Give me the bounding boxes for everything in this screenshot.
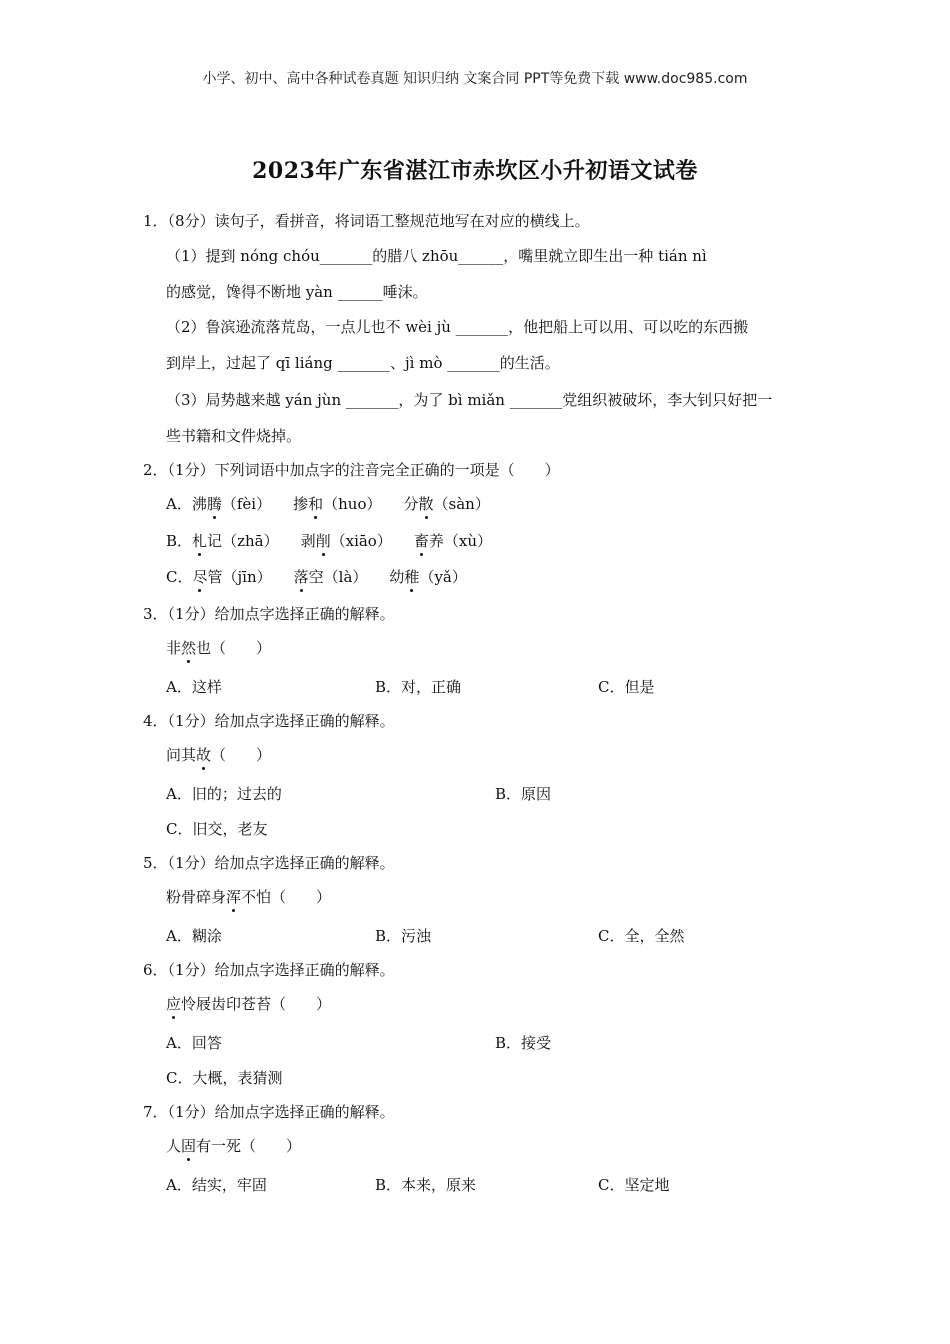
phrase-text: （ ） <box>211 746 272 764</box>
q7-option-b: B．本来，原来 <box>375 1176 477 1194</box>
q1-part1-line2: 的感觉，馋得不断地 yàn ______唾沫。 <box>166 283 428 301</box>
q4-stem: 4．（1分）给加点字选择正确的解释。 <box>143 712 395 730</box>
option-label: B． <box>166 532 193 550</box>
q6-option-a: A．回答 <box>166 1034 222 1052</box>
pinyin: （huo） <box>323 495 382 513</box>
q5-option-c: C．全，全然 <box>598 927 685 945</box>
word-char: 沸 <box>191 495 207 513</box>
q1-part3-line2: 些书籍和文件烧掉。 <box>166 427 302 445</box>
phrase-text: 不怕（ ） <box>241 888 332 906</box>
site-header: 小学、初中、高中各种试卷真题 知识归纳 文案合同 PPT等免费下载 www.doc985.com <box>202 71 748 87</box>
dotted-char: 札 <box>192 532 208 550</box>
q4-option-b: B．原因 <box>495 785 552 803</box>
q1-part3-line1: （3）局势越来越 yán jùn _______，为了 bì miǎn _______党组织被破坏，李大钊只好把一 <box>166 391 773 409</box>
phrase-text: 也（ ） <box>196 639 272 657</box>
q5-phrase <box>166 887 331 907</box>
pinyin: （xiāo） <box>330 532 392 550</box>
q6-stem: 6．（1分）给加点字选择正确的解释。 <box>143 961 395 979</box>
dotted-char: 散 <box>418 495 434 513</box>
q1-part1-line1: （1）提到 nóng chóu_______的腊八 zhōu______，嘴里就立即生出一种 tián nì <box>166 247 707 265</box>
phrase-text: 人 <box>166 1137 182 1155</box>
q2-option-c <box>166 567 467 587</box>
dotted-char: 然 <box>181 639 197 657</box>
q1-part2-line1: （2）鲁滨逊流落荒岛，一点儿也不 wèi jù _______，他把船上可以用、可以吃的东西搬 <box>166 318 749 336</box>
word-char: 养 <box>428 532 444 550</box>
phrase-text: 粉骨碎身 <box>166 888 227 906</box>
phrase-text: 非 <box>166 639 182 657</box>
phrase-text: 怜屐齿印苍苔（ ） <box>181 995 332 1013</box>
pinyin: （sàn） <box>433 495 490 513</box>
dotted-char: 尽 <box>192 568 208 586</box>
q7-option-a: A．结实，牢固 <box>166 1176 267 1194</box>
dotted-char: 腾 <box>206 495 222 513</box>
dotted-char: 浑 <box>226 888 242 906</box>
q1-part2-line2: 到岸上，过起了 qī liáng _______、jì mò _______的生活。 <box>166 354 560 372</box>
q6-option-c: C．大概，表猜测 <box>166 1069 283 1087</box>
q4-phrase <box>166 745 271 765</box>
q7-stem: 7．（1分）给加点字选择正确的解释。 <box>143 1103 395 1121</box>
word-char: 剥 <box>300 532 316 550</box>
dotted-char: 削 <box>315 532 331 550</box>
q6-phrase <box>166 994 331 1014</box>
q6-option-b: B．接受 <box>495 1034 552 1052</box>
dotted-char: 故 <box>196 746 212 764</box>
pinyin: （là） <box>323 568 368 586</box>
q3-phrase <box>166 638 271 658</box>
option-label: A． <box>166 495 192 513</box>
q3-stem: 3．（1分）给加点字选择正确的解释。 <box>143 605 395 623</box>
word-char: 管 <box>207 568 223 586</box>
pinyin: （jīn） <box>222 568 272 586</box>
q4-option-a: A．旧的；过去的 <box>166 785 282 803</box>
q2-option-a <box>166 494 490 514</box>
pinyin: （xù） <box>443 532 492 550</box>
q2-stem: 2．（1分）下列词语中加点字的注音完全正确的一项是（ ） <box>143 461 560 479</box>
q7-phrase <box>166 1136 301 1156</box>
q3-option-b: B．对，正确 <box>375 678 462 696</box>
word-char: 掺 <box>293 495 309 513</box>
q3-option-c: C．但是 <box>598 678 655 696</box>
option-label: C． <box>166 568 193 586</box>
dotted-char: 应 <box>166 995 182 1013</box>
word-char: 记 <box>207 532 223 550</box>
page-title: 2023年广东省湛江市赤坎区小升初语文试卷 <box>252 158 698 184</box>
q5-option-b: B．污浊 <box>375 927 432 945</box>
word-char: 幼 <box>389 568 405 586</box>
q2-option-b <box>166 531 492 551</box>
q5-stem: 5．（1分）给加点字选择正确的解释。 <box>143 854 395 872</box>
dotted-char: 畜 <box>413 532 429 550</box>
dotted-char: 和 <box>308 495 324 513</box>
pinyin: （zhā） <box>222 532 279 550</box>
dotted-char: 稚 <box>404 568 420 586</box>
dotted-char: 固 <box>181 1137 197 1155</box>
pinyin: （fèi） <box>221 495 272 513</box>
pinyin: （yǎ） <box>419 568 467 586</box>
word-char: 分 <box>403 495 419 513</box>
q7-option-c: C．坚定地 <box>598 1176 670 1194</box>
phrase-text: 有一死（ ） <box>196 1137 302 1155</box>
q3-option-a: A．这样 <box>166 678 222 696</box>
q1-stem: 1．（8分）读句子，看拼音，将词语工整规范地写在对应的横线上。 <box>143 212 590 230</box>
q4-option-c: C．旧交，老友 <box>166 820 268 838</box>
word-char: 空 <box>308 568 324 586</box>
q5-option-a: A．糊涂 <box>166 927 222 945</box>
dotted-char: 落 <box>293 568 309 586</box>
phrase-text: 问其 <box>166 746 197 764</box>
